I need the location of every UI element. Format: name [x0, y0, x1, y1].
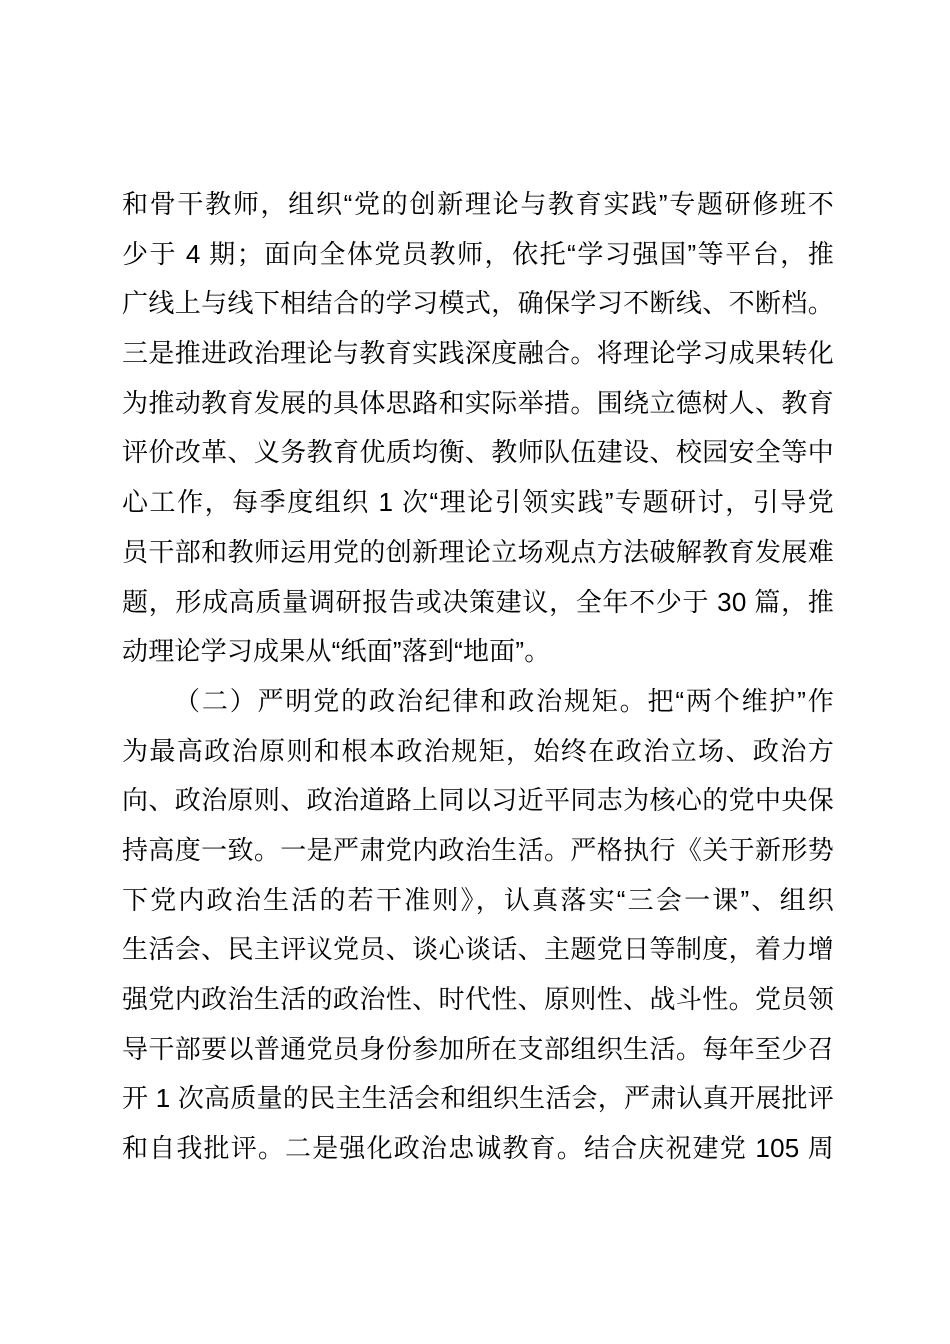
- text-line: 员干部和教师运用党的创新理论立场观点方法破解教育发展难: [122, 536, 834, 567]
- text-line: 生活会、民主评议党员、谈心谈话、主题党日等制度，着力增: [122, 934, 834, 965]
- paragraph-1: [122, 180, 834, 677]
- text-line: （二）严明党的政治纪律和政治规矩。把“两个维护”作: [174, 685, 834, 716]
- text-line: 为最高政治原则和根本政治规矩，始终在政治立场、政治方: [122, 735, 834, 766]
- text-line: 和自我批评。二是强化政治忠诚教育。结合庆祝建党 105 周: [122, 1133, 834, 1164]
- text-line: 三是推进政治理论与教育实践深度融合。将理论学习成果转化: [122, 338, 834, 369]
- document-body-text: [122, 180, 834, 1174]
- paragraph-2: [122, 677, 834, 1174]
- text-line: 动理论学习成果从“纸面”落到“地面”。: [122, 636, 551, 667]
- text-line: 强党内政治生活的政治性、时代性、原则性、战斗性。党员领: [122, 984, 834, 1014]
- text-line: 心工作，每季度组织 1 次“理论引领实践”专题研讨，引导党: [122, 487, 834, 518]
- text-line: 评价改革、义务教育优质均衡、教师队伍建设、校园安全等中: [122, 437, 834, 468]
- text-line: 少于 4 期；面向全体党员教师，依托“学习强国”等平台，推: [122, 238, 834, 269]
- text-line: 下党内政治生活的若干准则》，认真落实“三会一课”、组织: [122, 884, 834, 915]
- text-line: 和骨干教师，组织“党的创新理论与教育实践”专题研修班不: [122, 189, 834, 219]
- text-line: 持高度一致。一是严肃党内政治生活。严格执行《关于新形势: [122, 834, 834, 865]
- text-line: 导干部要以普通党员身份参加所在支部组织生活。每年至少召: [122, 1033, 834, 1064]
- text-line: 开 1 次高质量的民主生活会和组织生活会，严肃认真开展批评: [122, 1083, 834, 1114]
- text-line: 广线上与线下相结合的学习模式，确保学习不断线、不断档。: [122, 288, 834, 319]
- text-line: 题，形成高质量调研报告或决策建议，全年不少于 30 篇，推: [122, 586, 834, 617]
- text-line: 向、政治原则、政治道路上同以习近平同志为核心的党中央保: [122, 785, 834, 816]
- text-line: 为推动教育发展的具体思路和实际举措。围绕立德树人、教育: [122, 387, 834, 418]
